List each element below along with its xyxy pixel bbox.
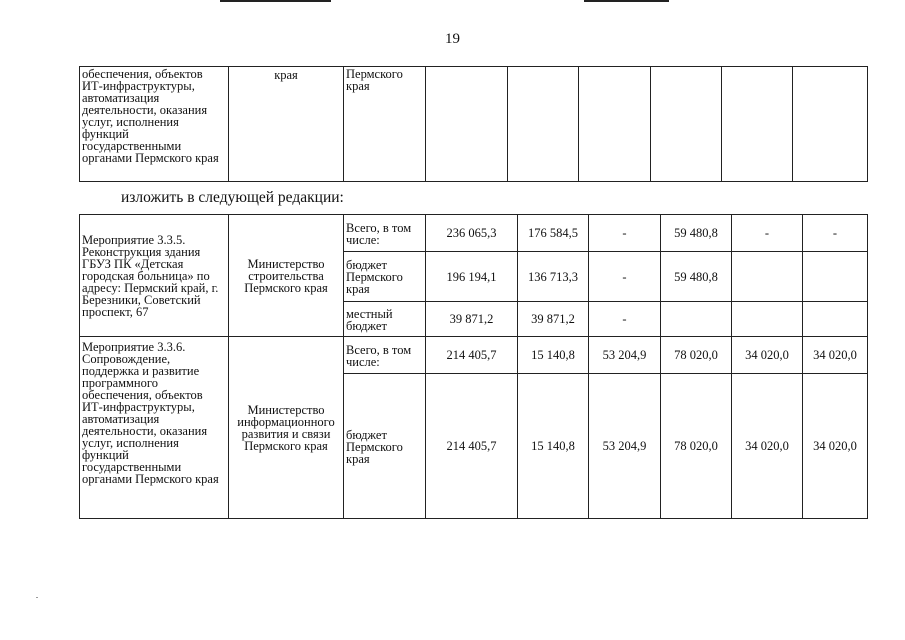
- value-cell: [803, 252, 868, 302]
- value-cell: 34 020,0: [803, 337, 868, 374]
- top-border-line: [220, 0, 331, 2]
- continued-executor-cell: края: [229, 67, 344, 182]
- value-cell: 136 713,3: [518, 252, 589, 302]
- measure-2-source: Всего, в том числе:: [344, 337, 426, 374]
- measure-2-name: Мероприятие 3.3.6. Сопровождение, поддержка и развитие программного обеспечения, объектов ИТ-инфраструктуры, автоматизация деятельности, оказания услуг, исполнения функций государственными органами Пермского края: [80, 337, 229, 519]
- value-cell: 34 020,0: [732, 337, 803, 374]
- measure-2-executor: Министерство информационного развития и связи Пермского края: [229, 337, 344, 519]
- measure-2-source: бюджет Пермского края: [344, 374, 426, 519]
- empty-cell: [579, 67, 651, 182]
- value-cell: [732, 252, 803, 302]
- page-number: 19: [445, 31, 460, 47]
- value-cell: 53 204,9: [589, 374, 661, 519]
- intro-phrase: изложить в следующей редакции:: [121, 189, 344, 206]
- value-cell: 34 020,0: [803, 374, 868, 519]
- value-cell: 39 871,2: [426, 302, 518, 337]
- value-cell: 214 405,7: [426, 374, 518, 519]
- value-cell: 59 480,8: [661, 252, 732, 302]
- value-cell: -: [589, 302, 661, 337]
- measure-1-source: Всего, в том числе:: [344, 215, 426, 252]
- value-cell: 53 204,9: [589, 337, 661, 374]
- empty-cell: [508, 67, 579, 182]
- value-cell: 214 405,7: [426, 337, 518, 374]
- top-border-line: [584, 0, 669, 2]
- value-cell: 15 140,8: [518, 374, 589, 519]
- table-row: [80, 337, 868, 374]
- continued-name-cell: обеспечения, объектов ИТ-инфраструктуры, автоматизация деятельности, оказания услуг, исполнения функций государственными органами Пермского края: [80, 67, 229, 182]
- value-cell: -: [589, 252, 661, 302]
- measure-1-source: бюджет Пермского края: [344, 252, 426, 302]
- value-cell: 15 140,8: [518, 337, 589, 374]
- value-cell: 196 194,1: [426, 252, 518, 302]
- empty-cell: [793, 67, 868, 182]
- empty-cell: [426, 67, 508, 182]
- scan-speck: [36, 597, 38, 598]
- value-cell: 59 480,8: [661, 215, 732, 252]
- value-cell: [661, 302, 732, 337]
- continued-table: [79, 66, 868, 182]
- value-cell: [732, 302, 803, 337]
- empty-cell: [651, 67, 722, 182]
- value-cell: 236 065,3: [426, 215, 518, 252]
- value-cell: 39 871,2: [518, 302, 589, 337]
- value-cell: 34 020,0: [732, 374, 803, 519]
- value-cell: 78 020,0: [661, 337, 732, 374]
- value-cell: -: [732, 215, 803, 252]
- measure-1-name: Мероприятие 3.3.5. Реконструкция здания ГБУЗ ПК «Детская городская больница» по адресу: Пермский край, г. Березники, Советский проспект, 67: [80, 215, 229, 337]
- continued-source-cell: Пермского края: [344, 67, 426, 182]
- empty-cell: [722, 67, 793, 182]
- measures-table: [79, 214, 868, 519]
- measure-1-executor: Министерство строительства Пермского края: [229, 215, 344, 337]
- value-cell: 78 020,0: [661, 374, 732, 519]
- measure-1-source: местный бюджет: [344, 302, 426, 337]
- table-row: [80, 215, 868, 252]
- value-cell: -: [803, 215, 868, 252]
- value-cell: -: [589, 215, 661, 252]
- value-cell: 176 584,5: [518, 215, 589, 252]
- value-cell: [803, 302, 868, 337]
